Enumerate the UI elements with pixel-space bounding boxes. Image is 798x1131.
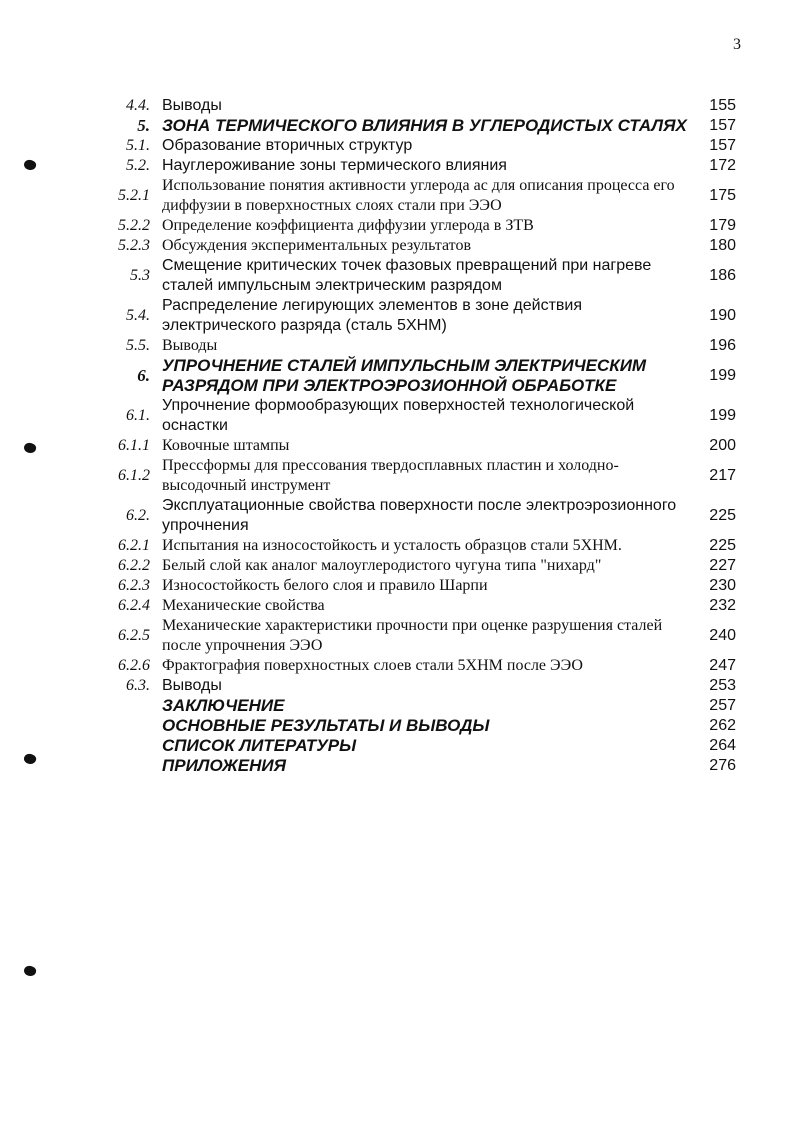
binding-hole-mark [23, 158, 38, 172]
toc-entry-page: 247 [709, 657, 736, 674]
toc-entry-title: ПРИЛОЖЕНИЯ [162, 756, 287, 775]
toc-entry [96, 576, 736, 596]
toc-entry-page: 200 [709, 437, 736, 454]
table-of-contents [96, 96, 736, 776]
toc-entry-number: 5.2.1 [118, 187, 150, 204]
toc-entry-page: 276 [709, 757, 736, 774]
toc-entry-title: Смещение критических точек фазовых превращений при нагреве сталей импульсным электрическим разрядом [162, 257, 652, 294]
toc-entry-number: 6.2. [126, 507, 150, 524]
toc-entry-page: 217 [709, 467, 736, 484]
toc-entry-title: ЗАКЛЮЧЕНИЕ [162, 696, 285, 715]
toc-entry [96, 536, 736, 556]
toc-entry-title: Упрочнение формообразующих поверхностей технологической оснастки [162, 397, 635, 434]
toc-entry [96, 136, 736, 156]
toc-chapter-entry [96, 756, 736, 776]
toc-entry-number: 4.4. [126, 97, 150, 114]
toc-entry-number: 6.2.3 [118, 577, 150, 594]
page-number: 3 [733, 36, 741, 53]
toc-entry-page: 190 [709, 307, 736, 324]
toc-entry-title: Науглероживание зоны термического влияния [162, 157, 507, 174]
toc-entry [96, 616, 736, 656]
toc-entry [96, 456, 736, 496]
toc-entry-number: 6.1. [126, 407, 150, 424]
toc-entry-title: Прессформы для прессования твердосплавных пластин и холодно-высодочный инструмент [162, 457, 619, 494]
toc-entry-title: ОСНОВНЫЕ РЕЗУЛЬТАТЫ И ВЫВОДЫ [162, 716, 490, 735]
toc-entry-title: Механические свойства [162, 597, 325, 614]
toc-entry-number: 5.2. [126, 157, 150, 174]
toc-entry-number: 5.1. [126, 137, 150, 154]
toc-entry-title: Износостойкость белого слоя и правило Шарпи [162, 577, 488, 594]
toc-entry-title: Выводы [162, 97, 222, 114]
toc-entry-number: 6.1.1 [118, 437, 150, 454]
toc-entry-page: 199 [709, 407, 736, 424]
toc-entry-title: Механические характеристики прочности при оценке разрушения сталей после упрочнения ЭЭО [162, 617, 663, 654]
toc-entry [96, 676, 736, 696]
toc-entry-number: 5.2.3 [118, 237, 150, 254]
toc-entry-page: 264 [709, 737, 736, 754]
toc-entry-page: 240 [709, 627, 736, 644]
toc-entry-title: Выводы [162, 677, 222, 694]
toc-entry-page: 225 [709, 537, 736, 554]
toc-entry-page: 225 [709, 507, 736, 524]
toc-entry-title: Белый слой как аналог малоуглеродистого чугуна типа "нихард" [162, 557, 602, 574]
toc-entry-page: 227 [709, 557, 736, 574]
toc-entry-page: 253 [709, 677, 736, 694]
toc-entry-number: 5.5. [126, 337, 150, 354]
toc-entry-page: 175 [709, 187, 736, 204]
toc-entry-title: Фрактография поверхностных слоев стали 5ХНМ после ЭЭО [162, 657, 583, 674]
toc-entry-title: Использование понятия активности углерода aс для описания процесса его диффузии в поверхностных слоях стали при ЭЭО [162, 177, 675, 214]
binding-hole-mark [23, 441, 38, 455]
toc-chapter-entry [96, 116, 736, 136]
toc-entry-page: 232 [709, 597, 736, 614]
toc-entry-title: Обсуждения экспериментальных результатов [162, 237, 471, 254]
toc-entry [96, 556, 736, 576]
toc-entry [96, 156, 736, 176]
toc-entry-number: 6.2.4 [118, 597, 150, 614]
toc-entry-page: 257 [709, 697, 736, 714]
toc-entry-title: ЗОНА ТЕРМИЧЕСКОГО ВЛИЯНИЯ В УГЛЕРОДИСТЫХ СТАЛЯХ [162, 116, 687, 135]
toc-entry-page: 196 [709, 337, 736, 354]
binding-hole-mark [23, 964, 38, 978]
toc-entry-number: 6.2.2 [118, 557, 150, 574]
toc-entry-number: 6. [137, 366, 150, 385]
toc-entry-number: 6.3. [126, 677, 150, 694]
toc-entry-title: Определение коэффициента диффузии углерода в ЗТВ [162, 217, 534, 234]
toc-entry [96, 176, 736, 216]
toc-entry [96, 296, 736, 336]
toc-entry-page: 172 [709, 157, 736, 174]
toc-entry-number: 6.2.6 [118, 657, 150, 674]
toc-entry [96, 236, 736, 256]
toc-entry-title: СПИСОК ЛИТЕРАТУРЫ [162, 736, 357, 755]
toc-entry-page: 186 [709, 267, 736, 284]
toc-chapter-entry [96, 716, 736, 736]
toc-entry-number: 5. [137, 116, 150, 135]
toc-entry-number: 5.4. [126, 307, 150, 324]
toc-entry-number: 5.2.2 [118, 217, 150, 234]
toc-entry [96, 656, 736, 676]
toc-entry [96, 96, 736, 116]
toc-entry-number: 6.2.1 [118, 537, 150, 554]
toc-entry-page: 180 [709, 237, 736, 254]
toc-entry [96, 336, 736, 356]
toc-entry [96, 216, 736, 236]
toc-entry-title: Эксплуатационные свойства поверхности после электроэрозионного упрочнения [162, 497, 677, 534]
toc-entry [96, 256, 736, 296]
toc-entry-title: Распределение легирующих элементов в зоне действия электрического разряда (сталь 5ХНМ) [162, 297, 583, 334]
toc-entry-page: 262 [709, 717, 736, 734]
toc-entry-page: 230 [709, 577, 736, 594]
toc-entry-title: Испытания на износостойкость и усталость образцов стали 5ХНМ. [162, 537, 622, 554]
toc-entry-page: 157 [709, 137, 736, 154]
toc-entry-title: Образование вторичных структур [162, 137, 413, 154]
toc-entry-number: 5.3 [130, 267, 150, 284]
toc-entry-number: 6.2.5 [118, 627, 150, 644]
toc-entry-title: Ковочные штампы [162, 437, 290, 454]
toc-entry [96, 396, 736, 436]
toc-entry-page: 199 [709, 367, 736, 384]
toc-chapter-entry [96, 696, 736, 716]
toc-entry-page: 157 [709, 117, 736, 134]
toc-entry-number: 6.1.2 [118, 467, 150, 484]
toc-entry [96, 596, 736, 616]
toc-entry-page: 179 [709, 217, 736, 234]
toc-entry-title: Выводы [162, 337, 218, 354]
toc-entry-page: 155 [709, 97, 736, 114]
toc-entry [96, 436, 736, 456]
binding-hole-mark [23, 752, 38, 766]
toc-entry [96, 496, 736, 536]
toc-chapter-entry [96, 736, 736, 756]
toc-chapter-entry [96, 356, 736, 396]
toc-entry-title: УПРОЧНЕНИЕ СТАЛЕЙ ИМПУЛЬСНЫМ ЭЛЕКТРИЧЕСКИМ РАЗРЯДОМ ПРИ ЭЛЕКТРОЭРОЗИОННОЙ ОБРАБОТКЕ [162, 356, 647, 395]
